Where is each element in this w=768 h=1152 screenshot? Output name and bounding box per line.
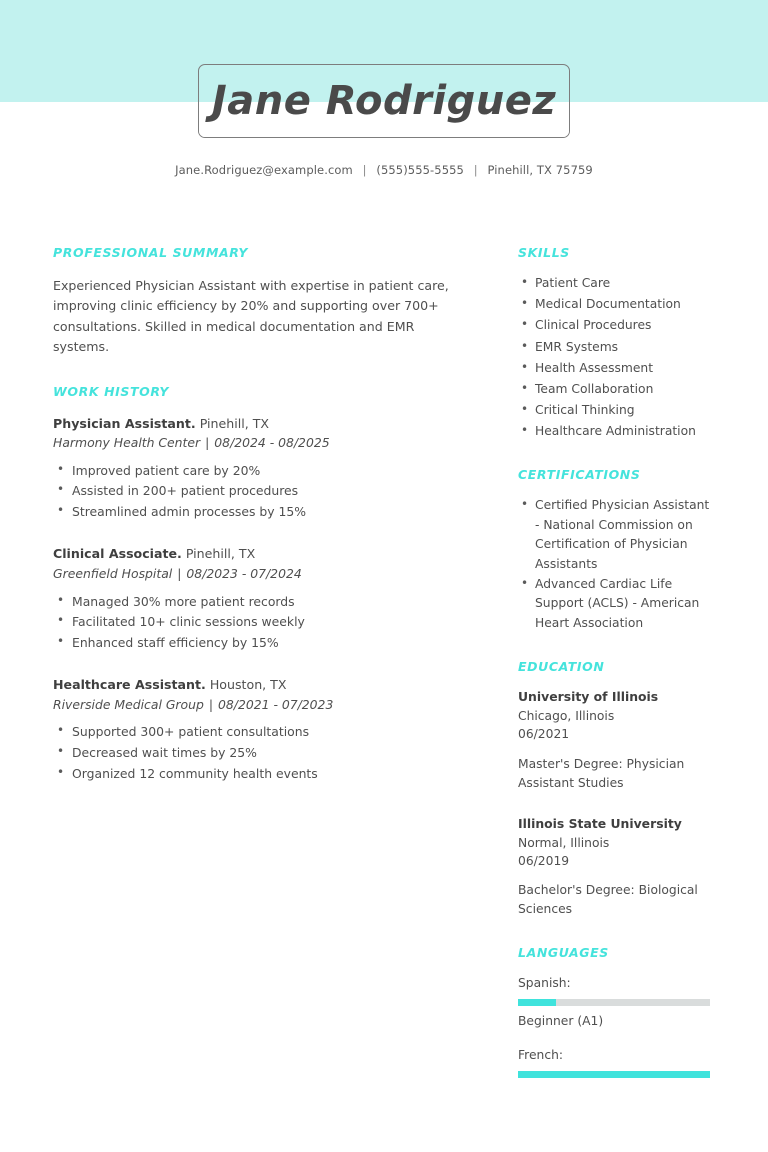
section-heading-work-history: WORK HISTORY	[53, 383, 170, 399]
job-bullet-list	[53, 592, 473, 653]
language-name: Spanish:	[518, 976, 571, 991]
job-title-line	[53, 545, 473, 564]
section-languages	[518, 945, 716, 1077]
job-bullet: • Facilitated 10+ clinic sessions weekly	[53, 612, 473, 632]
section-heading-education: EDUCATION	[518, 659, 605, 675]
job-title: Physician Assistant.	[53, 415, 196, 431]
job-bullet: • Supported 300+ patient consultations	[53, 722, 473, 742]
section-heading-certifications: CERTIFICATIONS	[518, 467, 641, 483]
job-bullet-list	[53, 461, 473, 522]
page-title: Jane Rodriguez	[211, 78, 557, 124]
contact-email: Jane.Rodriguez@example.com	[175, 163, 353, 177]
skill-item: • Patient Care	[518, 274, 716, 293]
contact-separator-1: |	[362, 163, 367, 177]
education-list	[518, 688, 716, 919]
job-title: Healthcare Assistant.	[53, 677, 206, 693]
education-degree: Bachelor's Degree: Biological Sciences	[518, 883, 698, 917]
job-title-line	[53, 676, 473, 695]
job-meta-separator: |	[177, 566, 182, 582]
skill-item: • Clinical Procedures	[518, 316, 716, 335]
professional-summary-text: Experienced Physician Assistant with expertise in patient care, improving clinic efficiency by 20% and supporting over 700+ consultations. Skilled in medical documentation and EMR systems.	[53, 278, 449, 355]
job-bullet: • Enhanced staff efficiency by 15%	[53, 633, 473, 653]
language-level: Beginner (A1)	[518, 1013, 604, 1028]
work-history-entry	[53, 545, 473, 652]
education-entry	[518, 688, 716, 793]
job-title: Clinical Associate.	[53, 546, 182, 562]
section-education	[518, 659, 716, 919]
job-bullet-list	[53, 722, 473, 783]
skill-item: • Healthcare Administration	[518, 422, 716, 441]
certifications-list	[518, 496, 716, 633]
language-proficiency-bar	[518, 999, 710, 1006]
education-degree: Master's Degree: Physician Assistant Studies	[518, 756, 685, 790]
job-dates: 08/2021 - 07/2023	[218, 697, 334, 713]
contact-separator-2: |	[473, 163, 478, 177]
job-dates: 08/2024 - 08/2025	[214, 435, 330, 451]
language-proficiency-fill	[518, 999, 556, 1006]
job-dates: 08/2023 - 07/2024	[186, 566, 302, 582]
skill-item: • Team Collaboration	[518, 380, 716, 399]
section-heading-professional-summary: PROFESSIONAL SUMMARY	[53, 245, 249, 260]
job-company: Harmony Health Center	[53, 435, 201, 451]
job-bullet: • Managed 30% more patient records	[53, 592, 473, 612]
section-professional-summary	[53, 245, 473, 358]
work-history-entry	[53, 676, 473, 783]
section-heading-languages: LANGUAGES	[518, 945, 609, 961]
education-location: Chicago, Illinois	[518, 708, 615, 723]
job-meta-line	[53, 695, 473, 714]
education-entry	[518, 815, 716, 920]
job-meta-line	[53, 564, 473, 583]
section-certifications	[518, 467, 716, 633]
education-school: Illinois State University	[518, 815, 682, 831]
skill-item: • Medical Documentation	[518, 295, 716, 314]
job-bullet: • Decreased wait times by 25%	[53, 743, 473, 763]
section-heading-skills: SKILLS	[518, 245, 570, 260]
skill-item: • Critical Thinking	[518, 401, 716, 420]
contact-line	[0, 163, 768, 177]
work-history-entry	[53, 415, 473, 522]
work-history-list	[53, 415, 473, 784]
job-title-line	[53, 415, 473, 434]
job-meta-line	[53, 433, 473, 452]
job-bullet: • Improved patient care by 20%	[53, 461, 473, 481]
name-plate	[198, 64, 570, 138]
left-column	[53, 245, 473, 784]
job-meta-separator: |	[208, 697, 214, 713]
job-bullet: • Organized 12 community health events	[53, 764, 473, 784]
education-date: 06/2019	[518, 853, 570, 868]
job-location: Houston, TX	[205, 677, 287, 693]
education-location: Normal, Illinois	[518, 835, 610, 850]
language-entry	[518, 974, 716, 1030]
job-bullet: • Assisted in 200+ patient procedures	[53, 481, 473, 501]
languages-list	[518, 974, 716, 1077]
education-date: 06/2021	[518, 727, 570, 742]
contact-location: Pinehill, TX 75759	[487, 163, 593, 177]
section-skills	[518, 245, 716, 441]
language-proficiency-fill	[518, 1071, 710, 1078]
education-school: University of Illinois	[518, 689, 659, 705]
language-entry	[518, 1046, 716, 1077]
skill-item: • EMR Systems	[518, 338, 716, 357]
skills-list	[518, 274, 716, 441]
skill-item: • Health Assessment	[518, 359, 716, 378]
certification-item: • Certified Physician Assistant - National Commission on Certification of Physician Assistants	[518, 496, 716, 574]
contact-phone: (555)555-5555	[376, 163, 464, 177]
job-bullet: • Streamlined admin processes by 15%	[53, 502, 473, 522]
job-company: Greenfield Hospital	[53, 566, 173, 582]
job-location: Pinehill, TX	[195, 415, 270, 431]
job-meta-separator: |	[205, 435, 210, 451]
right-column	[518, 245, 716, 1104]
language-proficiency-bar	[518, 1071, 710, 1078]
certification-item: • Advanced Cardiac Life Support (ACLS) - American Heart Association	[518, 575, 716, 633]
language-name: French:	[518, 1048, 564, 1063]
job-location: Pinehill, TX	[181, 546, 256, 562]
section-work-history	[53, 384, 473, 784]
job-company: Riverside Medical Group	[53, 697, 204, 713]
